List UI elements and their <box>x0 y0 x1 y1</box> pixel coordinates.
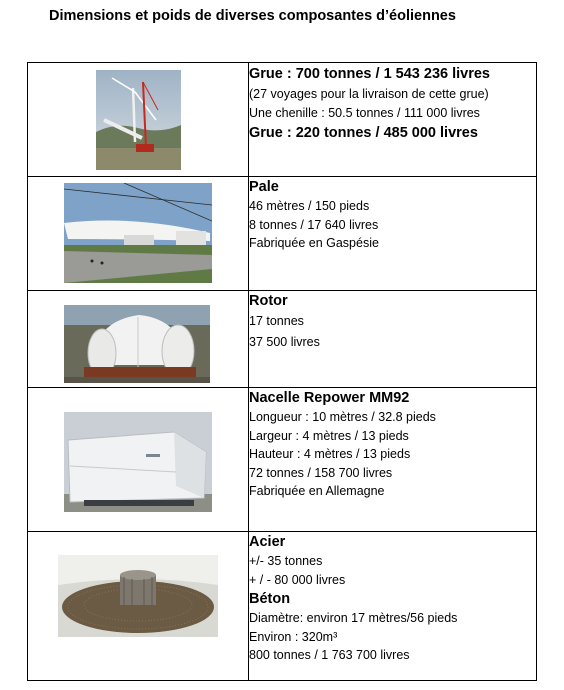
table-row <box>28 388 537 532</box>
table-row <box>28 291 537 388</box>
rotor-hub-photo <box>64 305 210 383</box>
image-cell <box>28 532 249 681</box>
spec-line: Fabriquée en Gaspésie <box>249 236 379 250</box>
crane-delivery-note: (27 voyages pour la livraison de cette grue) <box>249 87 489 101</box>
spec-line: 72 tonnes / 158 700 livres <box>249 465 393 480</box>
table-row <box>28 532 537 681</box>
image-cell <box>28 291 249 388</box>
blade-transport-photo <box>64 183 212 283</box>
spec-line: Largeur : 4 mètres / 13 pieds <box>249 428 409 443</box>
spec-line: Longueur : 10 mètres / 32.8 pieds <box>249 410 436 424</box>
info-cell <box>249 291 537 388</box>
crane-track-spec: Une chenille : 50.5 tonnes / 111 000 livres <box>249 105 480 120</box>
spec-line: Fabriquée en Allemagne <box>249 484 385 498</box>
image-cell <box>28 63 249 177</box>
foundation-rebar-photo <box>58 555 218 637</box>
table-row <box>28 63 537 177</box>
info-cell <box>249 388 537 532</box>
crane-heavy-spec: Grue : 700 tonnes / 1 543 236 livres <box>249 66 490 82</box>
section-heading: Nacelle Repower MM92 <box>249 390 410 406</box>
crane-light-spec: Grue : 220 tonnes / 485 000 livres <box>249 125 478 141</box>
section-heading: Béton <box>249 591 291 607</box>
spec-line: 37 500 livres <box>249 335 320 349</box>
spec-line: 17 tonnes <box>249 314 304 328</box>
info-cell <box>249 177 537 291</box>
crane-turbine-photo <box>96 70 181 170</box>
spec-line: Environ : 320m³ <box>249 629 338 644</box>
section-heading: Acier <box>249 534 286 550</box>
table-row <box>28 177 537 291</box>
spec-line: 46 mètres / 150 pieds <box>249 199 370 213</box>
spec-line: Diamètre: environ 17 mètres/56 pieds <box>249 611 458 625</box>
info-cell <box>249 63 537 177</box>
spec-line: Hauteur : 4 mètres / 13 pieds <box>249 447 411 461</box>
spec-line: +/- 35 tonnes <box>249 554 323 568</box>
spec-line: 800 tonnes / 1 763 700 livres <box>249 648 410 662</box>
document-title: Dimensions et poids de diverses composantes d’éoliennes <box>49 8 456 24</box>
image-cell <box>28 388 249 532</box>
section-heading: Rotor <box>249 293 288 309</box>
spec-line: 8 tonnes / 17 640 livres <box>249 217 379 232</box>
section-heading: Pale <box>249 179 279 195</box>
components-table <box>27 62 537 681</box>
nacelle-photo <box>64 412 212 512</box>
image-cell <box>28 177 249 291</box>
spec-line: + / - 80 000 livres <box>249 572 346 587</box>
info-cell <box>249 532 537 681</box>
